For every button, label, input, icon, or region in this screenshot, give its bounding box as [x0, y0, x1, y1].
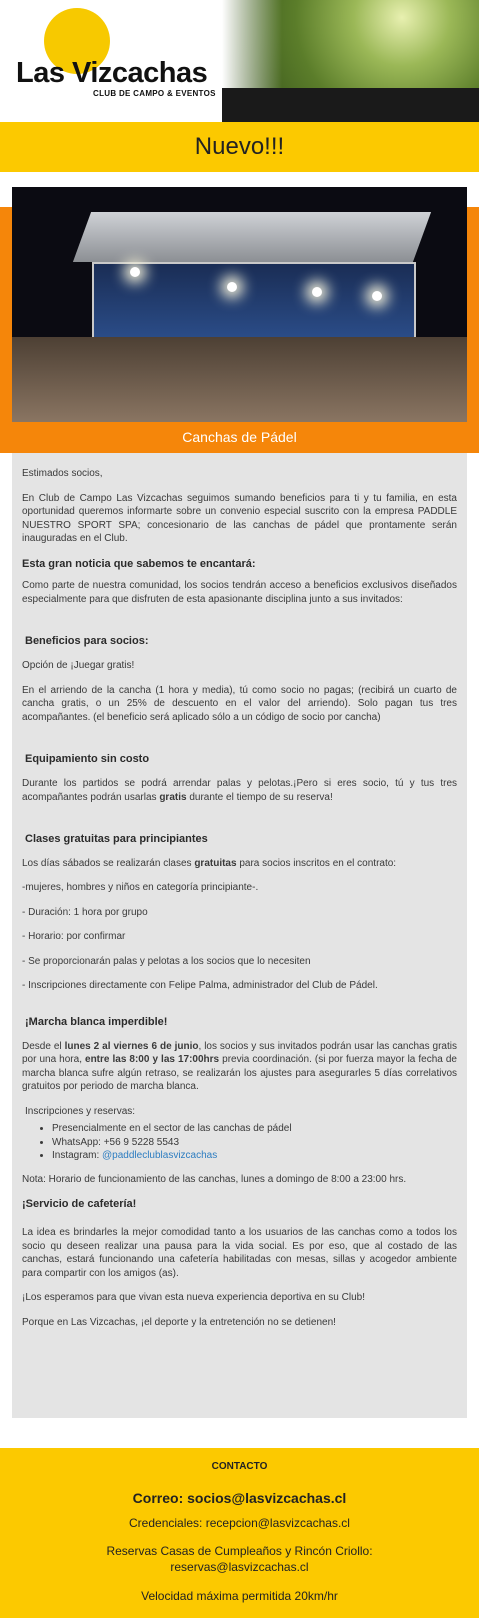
- news-heading: Esta gran noticia que sabemos te encantará:: [22, 557, 256, 570]
- white-text-b: , los socios y sus invitados podrán usar las canchas gratis por una hora,: [22, 1040, 457, 1066]
- registration-item: [52, 1149, 457, 1163]
- footer-reservations: [0, 1544, 479, 1575]
- header: [0, 0, 479, 122]
- news-paragraph: Como parte de nuestra comunidad, los socios tendrán acceso a beneficios exclusivos diseñados especialmente para que disfruten de esta apasionante disciplina junto a sus invitados:: [22, 580, 457, 605]
- equipment-text-a: Durante los partidos se podrá arrendar palas y pelotas.¡Pero si eres socio, tú y tus tres acompañantes podrán usarlas: [22, 778, 457, 803]
- content-panel: [12, 453, 467, 1418]
- floodlight-icon: [130, 267, 140, 277]
- white-march-heading: ¡Marcha blanca imperdible!: [25, 1015, 168, 1028]
- classes-heading: Clases gratuitas para principiantes: [25, 833, 208, 846]
- footer-credentials[interactable]: Credenciales: recepcion@lasvizcachas.cl: [129, 1516, 350, 1530]
- footer-reservations-label: Reservas Casas de Cumpleaños y Rincón Criollo:: [106, 1544, 373, 1558]
- classes-item: - Inscripciones directamente con Felipe Palma, administrador del Club de Pádel.: [22, 980, 378, 992]
- white-dates: lunes 2 al viernes 6 de junio: [64, 1040, 199, 1052]
- greeting: Estimados socios,: [22, 468, 103, 479]
- classes-item: -mujeres, hombres y niños en categoría principiante-.: [22, 882, 259, 894]
- header-dark-strip: [222, 88, 479, 122]
- registration-item: • WhatsApp: +56 9 5228 5543: [52, 1136, 457, 1150]
- padel-court-photo: [12, 187, 467, 422]
- footer-contact: [0, 1448, 479, 1618]
- intro-paragraph: En Club de Campo Las Vizcachas seguimos sumando beneficios para ti y tu familia, en esta oportunidad queremos informarte sobre un convenio especial suscrito con la empresa PADDLE NUESTRO SPORT SPA; concesionario de las canchas de pádel que prontamente serán inauguradas en el Club.: [22, 492, 457, 544]
- cafe-paragraph: La idea es brindarles la mejor comodidad tanto a los usuarios de las canchas como a todos los socio qu deseen realizar una pausa para la vida social. Es por eso, que al costado de las canchas, estará funcionando una cafetería habilitadas con mesas, sillas y acogedor ambiente para compartir con los amigos (as).: [22, 1227, 457, 1279]
- equipment-free: gratis: [159, 791, 187, 803]
- court-roof: [73, 212, 431, 262]
- footer-reservations-email[interactable]: reservas@lasvizcachas.cl: [170, 1559, 309, 1574]
- white-text-a: Desde el: [22, 1040, 65, 1052]
- benefits-play-free: Opción de ¡Juegar gratis!: [22, 660, 135, 672]
- classes-item: - Horario: por confirmar: [22, 931, 126, 943]
- equipment-text-b: durante el tiempo de su reserva!: [186, 791, 333, 803]
- title-band: [0, 122, 479, 172]
- footer-speed-limit: Velocidad máxima permitida 20km/hr: [141, 1589, 338, 1604]
- registration-heading: Inscripciones y reservas:: [25, 1105, 136, 1117]
- logo-subtitle: CLUB DE CAMPO & EVENTOS: [93, 89, 216, 98]
- floodlight-icon: [312, 287, 322, 297]
- classes-text-b: para socios inscritos en el contrato:: [236, 857, 397, 869]
- registration-list: [22, 1122, 457, 1163]
- white-hours: entre las 8:00 y las 17:00hrs: [85, 1054, 220, 1066]
- footer-title: CONTACTO: [211, 1461, 268, 1472]
- classes-item: - Duración: 1 hora por grupo: [22, 906, 148, 918]
- classes-item: - Se proporcionarán palas y pelotas a los socios que lo necesiten: [22, 955, 311, 967]
- closing-line-1: ¡Los esperamos para que vivan esta nueva experiencia deportiva en su Club!: [22, 1292, 365, 1304]
- benefits-detail: En el arriendo de la cancha (1 hora y media), tú como socio no pagas; (recibirá un cuarto de cancha gratis, o un 25% de descuento en el valor del arriendo). Solo pagan tus tres acompañantes. (el beneficio será aplicado sólo a un código de socio por cancha): [22, 684, 457, 723]
- footer-email[interactable]: Correo: socios@lasvizcachas.cl: [132, 1490, 347, 1506]
- classes-paragraph: [22, 857, 457, 871]
- cafe-heading: ¡Servicio de cafetería!: [22, 1198, 137, 1211]
- white-text-c: previa coordinación. (si por fuerza mayor la fecha de marcha blanca sufre algún retraso, se realizarán los ajustes para asegurarles 5 días correlativos gratuitos por periodo de marcha blanca.: [22, 1054, 457, 1093]
- white-march-paragraph: [22, 1040, 457, 1094]
- classes-text-a: Los días sábados se realizarán clases: [22, 857, 195, 869]
- closing-line-2: Porque en Las Vizcachas, ¡el deporte y la entretención no se detienen!: [22, 1316, 336, 1328]
- floodlight-icon: [227, 282, 237, 292]
- equipment-heading: Equipamiento sin costo: [25, 753, 150, 766]
- benefits-heading: Beneficios para socios:: [25, 635, 149, 648]
- registration-item: • Presencialmente en el sector de las canchas de pádel: [52, 1122, 457, 1136]
- floodlight-icon: [372, 291, 382, 301]
- hours-note: Nota: Horario de funcionamiento de las canchas, lunes a domingo de 8:00 a 23:00 hrs.: [22, 1173, 407, 1185]
- classes-free: gratuitas: [194, 857, 237, 869]
- court-glass: [92, 262, 416, 346]
- page-title: Nuevo!!!: [194, 133, 285, 160]
- court-ground: [12, 337, 467, 422]
- logo-name[interactable]: Las Vizcachas: [16, 57, 208, 89]
- instagram-link[interactable]: @paddleclublasvizcachas: [102, 1150, 218, 1162]
- equipment-paragraph: [22, 777, 457, 804]
- photo-caption: Canchas de Pádel: [182, 429, 297, 445]
- header-tree-photo: [222, 0, 479, 88]
- instagram-label: Instagram:: [52, 1150, 103, 1162]
